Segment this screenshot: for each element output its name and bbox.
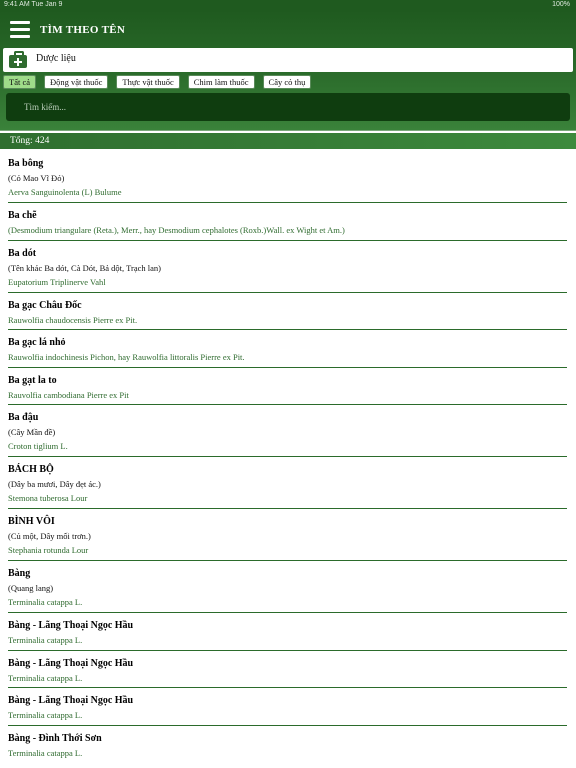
item-name: Ba gạt la to: [8, 374, 57, 386]
tab-trees[interactable]: Cây cỏ thụ: [263, 75, 312, 89]
battery-level: 100%: [552, 1, 570, 8]
item-alias: (Tên khác Ba dót, Cà Dót, Bả dột, Trạch lan): [8, 262, 161, 273]
item-scientific-name: Terminalia catappa L.: [8, 747, 83, 758]
list-item[interactable]: [8, 330, 567, 368]
item-alias: (Quang lang): [8, 583, 54, 593]
filter-tabs: [3, 75, 315, 89]
header: [0, 10, 576, 131]
list-item[interactable]: [8, 509, 567, 561]
item-scientific-name: Stephania rotunda Lour: [8, 545, 89, 555]
list-item[interactable]: [8, 688, 567, 726]
list-item[interactable]: [8, 613, 567, 651]
item-alias: (Củ một, Dây mối trơn.): [8, 531, 91, 541]
item-scientific-name: (Desmodium triangulare (Reta.), Merr., hay Desmodium cephalotes (Roxb.)Wall. ex Wight et Am.): [8, 225, 345, 235]
list-item[interactable]: [8, 151, 567, 203]
total-count: Tổng: 424: [0, 133, 576, 149]
item-name: Bàng - Lãng Thoại Ngọc Hầu: [8, 657, 134, 669]
category-label: Dược liệu: [36, 53, 76, 64]
item-name: Ba đậu: [8, 412, 39, 423]
menu-icon[interactable]: [10, 21, 30, 39]
tab-bird-medicine[interactable]: Chim làm thuốc: [188, 75, 255, 89]
list-item[interactable]: [8, 293, 567, 331]
item-name: Ba bông: [8, 158, 44, 169]
item-scientific-name: Terminalia catappa L.: [8, 710, 83, 720]
list-item[interactable]: [8, 405, 567, 457]
item-name: Ba gạc Châu Đốc: [8, 299, 82, 311]
item-name: BÁCH BỘ: [8, 464, 54, 475]
item-name: Bàng - Đình Thới Sơn: [8, 732, 102, 744]
item-name: Ba dót: [8, 247, 37, 259]
list-item[interactable]: [8, 368, 567, 406]
item-scientific-name: Terminalia catappa L.: [8, 635, 83, 645]
item-name: Bàng - Lãng Thoại Ngọc Hầu: [8, 695, 134, 706]
item-scientific-name: Eupatorium Triplinerve Vahl: [8, 276, 106, 287]
page-title: TÌM THEO TÊN: [40, 24, 126, 36]
herb-list: [0, 151, 576, 763]
tab-all[interactable]: Tất cả: [3, 75, 36, 89]
tab-animal-medicine[interactable]: Động vật thuốc: [44, 75, 108, 89]
category-selector[interactable]: [3, 48, 573, 72]
item-alias: (Dây ba mươi, Dây đẹt ác.): [8, 479, 101, 489]
list-item[interactable]: [8, 651, 567, 689]
medkit-icon: [9, 51, 27, 68]
item-scientific-name: Rauwolfia indochinesis Pichon, hay Rauwolfia littoralis Pierre ex Pit.: [8, 352, 245, 362]
list-item[interactable]: [8, 561, 567, 613]
item-scientific-name: Aerva Sanguinolenta (L) Bulume: [8, 187, 122, 197]
item-name: BÌNH VÔI: [8, 516, 55, 527]
item-scientific-name: Rauvolfia cambodiana Pierre ex Pit: [8, 389, 129, 400]
status-bar: [0, 0, 576, 10]
item-scientific-name: Stemona tuberosa Lour: [8, 493, 88, 503]
item-name: Bàng: [8, 568, 31, 579]
list-item[interactable]: [8, 203, 567, 241]
list-item[interactable]: [8, 457, 567, 509]
item-alias: (Cỏ Mao Vĩ Đỏ): [8, 173, 65, 183]
list-item[interactable]: [8, 726, 567, 764]
item-scientific-name: Terminalia catappa L.: [8, 597, 83, 607]
status-time: 9:41 AM Tue Jan 9: [4, 1, 63, 8]
item-name: Ba chẽ: [8, 210, 37, 221]
item-name: Ba gạc lá nhỏ: [8, 337, 66, 348]
list-item[interactable]: [8, 241, 567, 293]
tab-plant-medicine[interactable]: Thực vật thuốc: [116, 75, 179, 89]
search-input[interactable]: [8, 95, 564, 119]
search-box: [6, 93, 570, 121]
item-scientific-name: Terminalia catappa L.: [8, 672, 83, 683]
item-scientific-name: Croton tiglium L.: [8, 441, 68, 451]
item-name: Bàng - Lãng Thoại Ngọc Hầu: [8, 620, 134, 631]
item-alias: (Cây Mần đề): [8, 427, 56, 437]
item-scientific-name: Rauwolfia chaudocensis Pierre ex Pit.: [8, 314, 138, 325]
